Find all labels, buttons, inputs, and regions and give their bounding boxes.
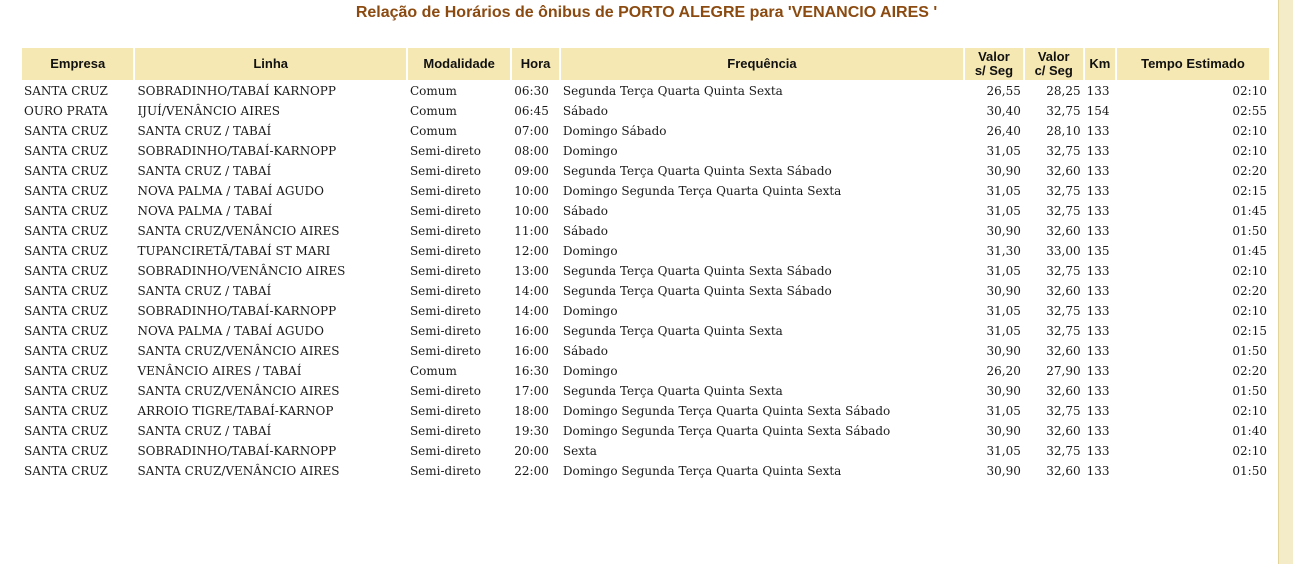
table-row: [22, 82, 1269, 100]
cell-tempo: 01:50: [1232, 464, 1267, 478]
cell-linha: NOVA PALMA / TABAÍ AGUDO: [137, 184, 325, 198]
cell-valor-c: 32,60: [1046, 424, 1081, 438]
cell-empresa: OURO PRATA: [24, 104, 108, 118]
table-row: [22, 142, 1269, 160]
cell-modalidade: Semi-direto: [409, 264, 481, 278]
cell-modalidade: Comum: [409, 124, 457, 138]
cell-km: 133: [1086, 264, 1110, 278]
cell-hora: 17:00: [514, 384, 549, 398]
cell-tempo: 02:10: [1232, 144, 1267, 158]
cell-linha: NOVA PALMA / TABAÍ AGUDO: [137, 324, 325, 338]
table-row: [22, 162, 1269, 180]
cell-empresa: SANTA CRUZ: [24, 164, 108, 178]
cell-hora: 16:00: [514, 344, 549, 358]
cell-hora: 16:00: [514, 324, 549, 338]
cell-frequencia: Sábado: [562, 204, 608, 218]
table-row: [22, 402, 1269, 420]
cell-km: 133: [1086, 284, 1110, 298]
table-row: [22, 122, 1269, 140]
cell-linha: SANTA CRUZ/VENÂNCIO AIRES: [137, 384, 340, 398]
cell-valor-c: 32,75: [1046, 104, 1081, 118]
cell-km: 133: [1086, 184, 1110, 198]
cell-frequencia: Domingo: [562, 304, 618, 318]
cell-frequencia: Sábado: [562, 224, 608, 238]
cell-tempo: 02:20: [1232, 364, 1267, 378]
table-row: [22, 382, 1269, 400]
cell-valor-s: 30,90: [986, 344, 1021, 358]
header-empresa: Empresa: [22, 48, 133, 80]
cell-frequencia: Domingo Segunda Terça Quarta Quinta Sexta Sábado: [562, 404, 891, 418]
cell-hora: 19:30: [514, 424, 549, 438]
cell-hora: 06:30: [514, 84, 549, 98]
schedule-rows: [22, 82, 1269, 480]
cell-valor-s: 31,30: [986, 244, 1021, 258]
cell-valor-c: 32,60: [1046, 344, 1081, 358]
header-modalidade: Modalidade: [408, 48, 510, 80]
cell-valor-s: 31,05: [986, 184, 1021, 198]
header-valor-sem-seguro: [965, 48, 1023, 80]
cell-valor-c: 32,75: [1046, 444, 1081, 458]
cell-km: 133: [1086, 204, 1110, 218]
cell-tempo: 02:10: [1232, 404, 1267, 418]
cell-modalidade: Semi-direto: [409, 204, 481, 218]
cell-empresa: SANTA CRUZ: [24, 364, 108, 378]
cell-frequencia: Domingo Segunda Terça Quarta Quinta Sexta: [562, 464, 842, 478]
cell-valor-c: 32,75: [1046, 204, 1081, 218]
cell-modalidade: Semi-direto: [409, 224, 481, 238]
cell-modalidade: Semi-direto: [409, 324, 481, 338]
cell-frequencia: Domingo: [562, 144, 618, 158]
schedule-table: [20, 46, 1271, 482]
cell-frequencia: Segunda Terça Quarta Quinta Sexta: [562, 84, 783, 98]
page-title: Relação de Horários de ônibus de PORTO ALEGRE para 'VENANCIO AIRES ': [355, 4, 938, 21]
cell-valor-c: 32,75: [1046, 144, 1081, 158]
cell-km: 133: [1086, 124, 1110, 138]
header-valor-s-line1: Valor: [978, 49, 1010, 64]
table-row: [22, 442, 1269, 460]
cell-empresa: SANTA CRUZ: [24, 244, 108, 258]
cell-modalidade: Semi-direto: [409, 244, 481, 258]
cell-valor-c: 32,75: [1046, 304, 1081, 318]
cell-tempo: 02:10: [1232, 264, 1267, 278]
cell-valor-c: 28,10: [1046, 124, 1081, 138]
table-row: [22, 242, 1269, 260]
cell-km: 133: [1086, 384, 1110, 398]
cell-valor-c: 32,75: [1046, 324, 1081, 338]
table-row: [22, 282, 1269, 300]
cell-linha: IJUÍ/VENÂNCIO AIRES: [137, 104, 280, 118]
cell-tempo: 02:10: [1232, 124, 1267, 138]
cell-empresa: SANTA CRUZ: [24, 184, 108, 198]
cell-hora: 06:45: [514, 104, 549, 118]
cell-valor-c: 32,75: [1046, 404, 1081, 418]
cell-tempo: 01:40: [1232, 424, 1267, 438]
cell-valor-s: 31,05: [986, 304, 1021, 318]
cell-modalidade: Semi-direto: [409, 344, 481, 358]
cell-frequencia: Segunda Terça Quarta Quinta Sexta: [562, 384, 783, 398]
cell-km: 133: [1086, 344, 1110, 358]
cell-linha: SOBRADINHO/TABAÍ-KARNOPP: [137, 444, 337, 458]
cell-linha: SOBRADINHO/TABAÍ-KARNOPP: [137, 304, 337, 318]
cell-frequencia: Domingo Segunda Terça Quarta Quinta Sexta: [562, 184, 842, 198]
cell-valor-s: 30,90: [986, 284, 1021, 298]
cell-valor-c: 32,75: [1046, 264, 1081, 278]
cell-empresa: SANTA CRUZ: [24, 344, 108, 358]
cell-modalidade: Semi-direto: [409, 284, 481, 298]
cell-km: 133: [1086, 404, 1110, 418]
cell-linha: ARROIO TIGRE/TABAÍ-KARNOP: [137, 404, 334, 418]
cell-empresa: SANTA CRUZ: [24, 304, 108, 318]
table-row: [22, 462, 1269, 480]
cell-modalidade: Semi-direto: [409, 444, 481, 458]
cell-modalidade: Comum: [409, 84, 457, 98]
cell-valor-c: 32,60: [1046, 464, 1081, 478]
cell-valor-s: 30,90: [986, 464, 1021, 478]
cell-frequencia: Sábado: [562, 104, 608, 118]
cell-modalidade: Semi-direto: [409, 424, 481, 438]
table-row: [22, 222, 1269, 240]
cell-km: 133: [1086, 84, 1110, 98]
header-valor-c-line2: c/ Seg: [1034, 63, 1073, 78]
cell-km: 133: [1086, 464, 1110, 478]
cell-frequencia: Sábado: [562, 344, 608, 358]
cell-modalidade: Semi-direto: [409, 184, 481, 198]
cell-frequencia: Sexta: [562, 444, 597, 458]
cell-valor-s: 31,05: [986, 324, 1021, 338]
cell-linha: SOBRADINHO/TABAÍ KARNOPP: [137, 84, 336, 98]
cell-tempo: 02:55: [1232, 104, 1267, 118]
cell-modalidade: Semi-direto: [409, 164, 481, 178]
cell-tempo: 01:45: [1232, 244, 1267, 258]
cell-modalidade: Semi-direto: [409, 304, 481, 318]
cell-hora: 22:00: [514, 464, 549, 478]
cell-km: 133: [1086, 444, 1110, 458]
cell-hora: 07:00: [514, 124, 549, 138]
cell-tempo: 01:50: [1232, 224, 1267, 238]
cell-linha: SANTA CRUZ / TABAÍ: [137, 164, 272, 178]
cell-valor-c: 27,90: [1046, 364, 1081, 378]
cell-frequencia: Segunda Terça Quarta Quinta Sexta Sábado: [562, 164, 832, 178]
cell-linha: SOBRADINHO/VENÂNCIO AIRES: [137, 264, 346, 278]
cell-frequencia: Domingo Sábado: [562, 124, 667, 138]
table-row: [22, 422, 1269, 440]
cell-hora: 10:00: [514, 204, 549, 218]
table-row: [22, 302, 1269, 320]
header-frequencia: Frequência: [561, 48, 963, 80]
cell-km: 133: [1086, 144, 1110, 158]
cell-valor-s: 31,05: [986, 204, 1021, 218]
cell-modalidade: Semi-direto: [409, 404, 481, 418]
cell-linha: SANTA CRUZ / TABAÍ: [137, 124, 272, 138]
cell-valor-s: 26,20: [986, 364, 1021, 378]
cell-empresa: SANTA CRUZ: [24, 464, 108, 478]
header-linha: Linha: [135, 48, 406, 80]
cell-linha: SANTA CRUZ / TABAÍ: [137, 284, 272, 298]
table-row: [22, 342, 1269, 360]
header-valor-c-line1: Valor: [1037, 49, 1070, 64]
cell-valor-s: 30,90: [986, 424, 1021, 438]
cell-valor-s: 26,55: [986, 84, 1021, 98]
cell-hora: 18:00: [514, 404, 549, 418]
header-hora: Hora: [512, 48, 559, 80]
table-row: [22, 262, 1269, 280]
cell-hora: 12:00: [514, 244, 549, 258]
cell-tempo: 02:20: [1232, 164, 1267, 178]
cell-valor-c: 33,00: [1046, 244, 1081, 258]
cell-valor-c: 32,60: [1046, 224, 1081, 238]
cell-linha: VENÂNCIO AIRES / TABAÍ: [137, 364, 302, 378]
cell-valor-s: 30,90: [986, 224, 1021, 238]
cell-frequencia: Segunda Terça Quarta Quinta Sexta Sábado: [562, 284, 832, 298]
cell-valor-c: 32,60: [1046, 284, 1081, 298]
header-valor-s-line2: s/ Seg: [974, 63, 1014, 78]
cell-valor-c: 28,25: [1046, 84, 1081, 98]
cell-modalidade: Semi-direto: [409, 464, 481, 478]
cell-frequencia: Segunda Terça Quarta Quinta Sexta: [562, 324, 783, 338]
cell-modalidade: Comum: [409, 104, 457, 118]
cell-valor-c: 32,75: [1046, 184, 1081, 198]
cell-linha: SANTA CRUZ / TABAÍ: [137, 424, 272, 438]
cell-valor-s: 31,05: [986, 444, 1021, 458]
cell-valor-s: 30,40: [986, 104, 1021, 118]
cell-modalidade: Semi-direto: [409, 144, 481, 158]
cell-tempo: 02:15: [1232, 184, 1267, 198]
cell-empresa: SANTA CRUZ: [24, 384, 108, 398]
cell-km: 154: [1086, 104, 1110, 118]
cell-empresa: SANTA CRUZ: [24, 284, 108, 298]
cell-modalidade: Comum: [409, 364, 457, 378]
cell-hora: 10:00: [514, 184, 549, 198]
cell-empresa: SANTA CRUZ: [24, 144, 108, 158]
cell-valor-s: 31,05: [986, 404, 1021, 418]
table-row: [22, 182, 1269, 200]
cell-frequencia: Domingo: [562, 244, 618, 258]
cell-tempo: 02:15: [1232, 324, 1267, 338]
cell-hora: 20:00: [514, 444, 549, 458]
cell-valor-s: 26,40: [986, 124, 1021, 138]
cell-km: 133: [1086, 364, 1110, 378]
cell-km: 133: [1086, 324, 1110, 338]
cell-linha: NOVA PALMA / TABAÍ: [137, 204, 273, 218]
table-row: [22, 322, 1269, 340]
cell-linha: SANTA CRUZ/VENÂNCIO AIRES: [137, 344, 340, 358]
cell-hora: 14:00: [514, 284, 549, 298]
cell-empresa: SANTA CRUZ: [24, 404, 108, 418]
cell-linha: SANTA CRUZ/VENÂNCIO AIRES: [137, 464, 340, 478]
cell-linha: TUPANCIRETÃ/TABAÍ ST MARI: [137, 244, 331, 258]
cell-empresa: SANTA CRUZ: [24, 324, 108, 338]
cell-linha: SOBRADINHO/TABAÍ-KARNOPP: [137, 144, 337, 158]
cell-hora: 08:00: [514, 144, 549, 158]
cell-hora: 16:30: [514, 364, 549, 378]
cell-linha: SANTA CRUZ/VENÂNCIO AIRES: [137, 224, 340, 238]
table-row: [22, 202, 1269, 220]
cell-frequencia: Domingo: [562, 364, 618, 378]
header-row: [22, 48, 1269, 80]
cell-frequencia: Segunda Terça Quarta Quinta Sexta Sábado: [562, 264, 832, 278]
cell-frequencia: Domingo Segunda Terça Quarta Quinta Sexta Sábado: [562, 424, 891, 438]
cell-tempo: 01:50: [1232, 344, 1267, 358]
cell-valor-s: 31,05: [986, 144, 1021, 158]
cell-tempo: 02:10: [1232, 84, 1267, 98]
cell-empresa: SANTA CRUZ: [24, 84, 108, 98]
cell-empresa: SANTA CRUZ: [24, 124, 108, 138]
cell-valor-s: 31,05: [986, 264, 1021, 278]
cell-hora: 13:00: [514, 264, 549, 278]
page-edge-panel: [1278, 0, 1293, 564]
cell-km: 133: [1086, 424, 1110, 438]
cell-empresa: SANTA CRUZ: [24, 264, 108, 278]
cell-valor-s: 30,90: [986, 164, 1021, 178]
cell-tempo: 02:10: [1232, 444, 1267, 458]
cell-tempo: 02:10: [1232, 304, 1267, 318]
cell-empresa: SANTA CRUZ: [24, 444, 108, 458]
cell-empresa: SANTA CRUZ: [24, 204, 108, 218]
cell-valor-c: 32,60: [1046, 164, 1081, 178]
cell-km: 133: [1086, 304, 1110, 318]
table-row: [22, 102, 1269, 120]
cell-tempo: 01:50: [1232, 384, 1267, 398]
cell-valor-s: 30,90: [986, 384, 1021, 398]
cell-tempo: 01:45: [1232, 204, 1267, 218]
cell-modalidade: Semi-direto: [409, 384, 481, 398]
cell-km: 133: [1086, 224, 1110, 238]
cell-hora: 14:00: [514, 304, 549, 318]
cell-empresa: SANTA CRUZ: [24, 224, 108, 238]
cell-valor-c: 32,60: [1046, 384, 1081, 398]
cell-tempo: 02:20: [1232, 284, 1267, 298]
table-row: [22, 362, 1269, 380]
cell-empresa: SANTA CRUZ: [24, 424, 108, 438]
cell-hora: 11:00: [514, 224, 549, 238]
cell-km: 135: [1086, 244, 1110, 258]
cell-km: 133: [1086, 164, 1110, 178]
header-km: Km: [1085, 48, 1115, 80]
header-valor-com-seguro: [1025, 48, 1083, 80]
header-tempo-estimado: Tempo Estimado: [1117, 48, 1269, 80]
cell-hora: 09:00: [514, 164, 549, 178]
